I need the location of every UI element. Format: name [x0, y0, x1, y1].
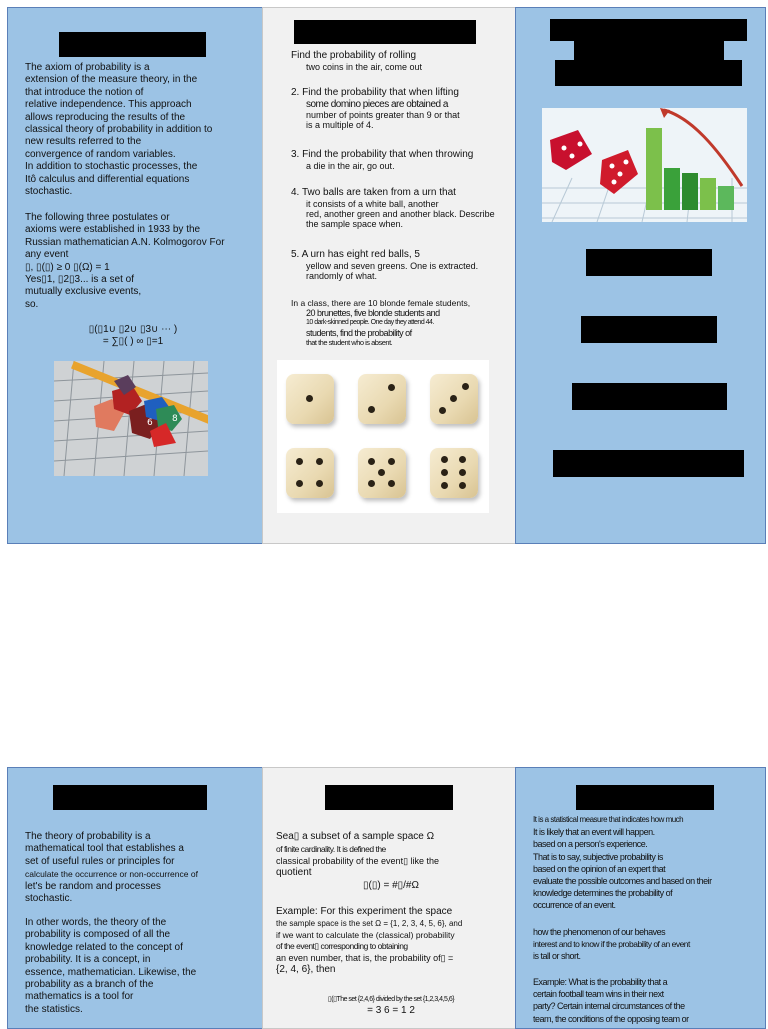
question-6: In a class, there are 10 blonde female students, 20 brunettes, five blonde students and 10 dark-skinned people. One day they attend 44. students, find the probability of that the student who is absent. [291, 298, 471, 347]
redacted-title-bar [294, 20, 476, 44]
question-3: 3. Find the probability that when throwing a die in the air, go out. [291, 149, 474, 171]
redacted-heading-bar [553, 450, 744, 477]
six-dice-image [277, 360, 489, 513]
dice-and-bar-chart-image [542, 108, 747, 222]
subjective-probability-paragraph: It is a statistical measure that indicates how much It is likely that an event will happen. based on a person's experience. That is to say, subjective probability is based on the opinion of an expert that evaluate the possible outcomes and based on their knowledge determines the probability of occurrence of an event. [533, 815, 712, 911]
question-4: 4. Two balls are taken from a urn that it consists of a white ball, another red, another green and another black. Describe the sample space when. [291, 187, 495, 229]
redacted-title-bar [576, 785, 714, 810]
redacted-title-bar [550, 19, 747, 41]
redacted-heading-bar [581, 316, 717, 343]
axiom-paragraph: The axiom of probability is a extension of the measure theory, in the that introduce the notion of relative independence. This approach allows reproducing the results of the classical theory of probability in addition to new results referred to the convergence of random variables. In addition to stochastic processes, the Itô calculus and differential equations stochastic. [25, 62, 213, 198]
die-face-one [286, 374, 334, 424]
polyhedral-dice-image [54, 361, 208, 476]
svg-text:8: 8 [172, 414, 178, 424]
bottom-left-panel [7, 767, 263, 1029]
theory-paragraph: The theory of probability is a mathematical tool that establishes a set of useful rules or principles for calculate the occurrence or non-occurrence of let's be random and processes stochastic. [25, 831, 198, 905]
redacted-title-bar [325, 785, 453, 810]
redacted-heading-bar [572, 383, 727, 410]
classical-formula: ▯(▯) = #▯/#Ω [363, 880, 419, 891]
redacted-heading-bar [586, 249, 712, 276]
die-face-four [286, 448, 334, 498]
top-middle-panel [262, 7, 516, 544]
question-1: Find the probability of rolling two coins in the air, come out [291, 50, 423, 72]
top-left-panel [7, 7, 263, 544]
example-formula: ▯(▯The set {2,4,6} divided by the set {1,2,3,4,5,6} = 3 6 = 1 2 [327, 996, 455, 1016]
kolmogorov-paragraph: The following three postulates or axioms were established in 1933 by the Russian mathematician A.N. Kolmogorov For any event ▯, ▯(▯) ≥ 0 ▯(Ω) = 1 Yes▯1, ▯2▯3... is a set of mutually exclusive events, so. [25, 212, 225, 310]
redacted-title-bar [59, 32, 206, 57]
example-paragraph: Example: For this experiment the space the sample space is the set Ω = {1, 2, 3, 4, 5, 6}, and if we want to calculate the (classical) probability of the event▯ corresponding to obtaining an even number, that is, the probability of▯ = {2, 4, 6}, then [276, 906, 463, 976]
svg-text:6: 6 [147, 418, 153, 428]
die-face-five [358, 448, 406, 498]
countable-additivity-formula: ▯(▯1∪ ▯2∪ ▯3∪ ⋯ ) = ∑▯( ) ∞ ▯=1 [88, 324, 178, 348]
phenomenon-paragraph: how the phenomenon of our behaves interest and to know if the probability of an event is tall or short. [533, 927, 690, 962]
other-words-paragraph: In other words, the theory of the probability is composed of all the knowledge related to the concept of probability. It is a concept, in essence, mathematician. Likewise, the probability as a branch of the mathematics is a tool for the statistics. [25, 917, 197, 1015]
die-face-three [430, 374, 478, 424]
top-right-panel [515, 7, 766, 544]
classical-definition: Sea▯ a subset of a sample space Ω of finite cardinality. It is defined the classical probability of the event▯ like the quotient [276, 831, 440, 879]
die-face-six [430, 448, 478, 498]
football-example-paragraph: Example: What is the probability that a certain football team wins in their next party? Certain internal circumstances of the team, the conditions of the opposing team or [533, 977, 689, 1024]
question-5: 5. A urn has eight red balls, 5 yellow and seven greens. One is extracted. randomly of what. [291, 249, 479, 281]
bottom-middle-panel [262, 767, 516, 1029]
question-2: 2. Find the probability that when lifting some domino pieces are obtained a number of points greater than 9 or that is a multiple of 4. [291, 87, 460, 130]
die-face-two [358, 374, 406, 424]
bottom-right-panel [515, 767, 766, 1029]
redacted-title-bar [53, 785, 207, 810]
redacted-title-bar [574, 41, 724, 61]
redacted-title-bar [555, 60, 742, 86]
